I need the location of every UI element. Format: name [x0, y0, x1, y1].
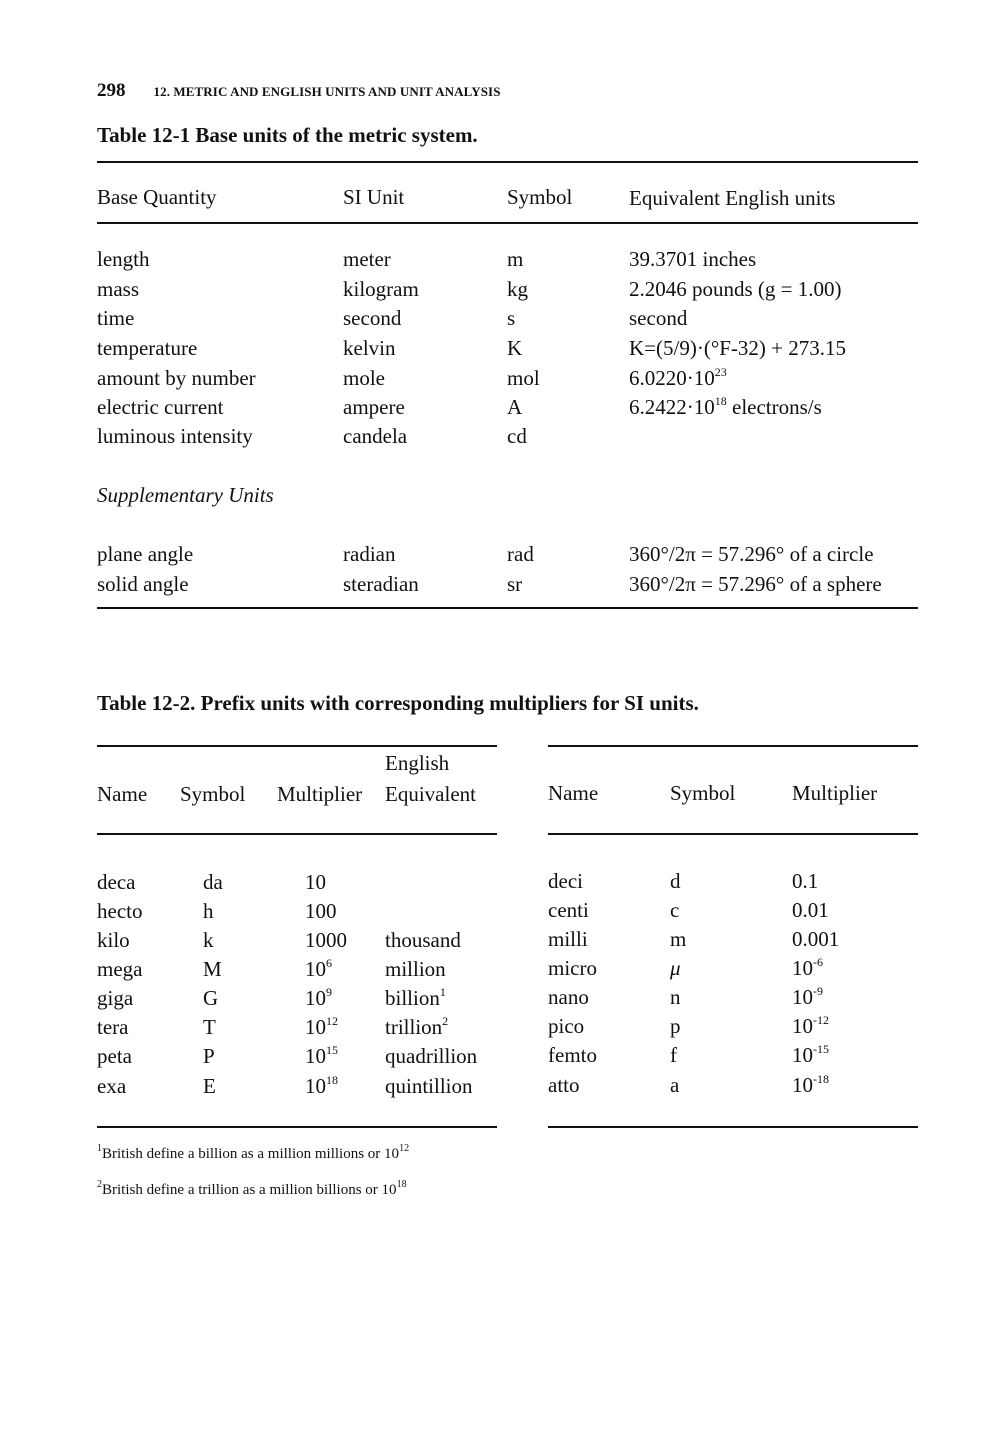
table2-right-cell-name: deci: [548, 869, 583, 893]
table2-right-cell-symbol: p: [670, 1014, 681, 1038]
table2-left-cell-english: thousand: [385, 928, 461, 952]
table1-cell-quantity: solid angle: [97, 572, 189, 596]
table2-left-cell-english: trillion$^2$: [385, 1014, 449, 1039]
table2-left-cell-symbol: k: [203, 928, 214, 952]
table1-cell-quantity: amount by number: [97, 366, 256, 390]
table1-header-unit: SI Unit: [343, 185, 405, 209]
table2-right-cell-multiplier: 0.1: [792, 869, 819, 893]
table1-cell-equivalent: $6.2422\cdot 10^{18}$ electrons/s: [629, 394, 822, 419]
table1-cell-symbol: cd: [507, 424, 527, 448]
table2-right-top-rule: [548, 745, 918, 747]
table1-cell-quantity: temperature: [97, 336, 198, 360]
table1-top-rule: [97, 161, 918, 163]
table1-cell-unit: kelvin: [343, 336, 396, 360]
page-header: [97, 80, 501, 102]
table2-right-cell-symbol: n: [670, 985, 681, 1009]
table2-left-cell-multiplier: $10^{18}$: [305, 1073, 338, 1098]
table2-right-header-multiplier: Multiplier: [792, 781, 878, 805]
table1-cell-equivalent: second: [629, 306, 688, 330]
table2-right-cell-symbol: c: [670, 898, 680, 922]
table1-cell-quantity: plane angle: [97, 542, 194, 566]
table2-left-cell-multiplier: $10^{15}$: [305, 1043, 338, 1068]
table2-left-top-rule: [97, 745, 497, 747]
table1-cell-equivalent: 360°/2π = 57.296° of a sphere: [629, 572, 882, 596]
table1-cell-unit: steradian: [343, 572, 419, 596]
table1-header-rule: [97, 222, 918, 224]
footnote-billion: $^1$British define a billion as a million millions or $10^{12}$: [97, 1143, 410, 1162]
table1-cell-equivalent: 39.3701 inches: [629, 247, 757, 271]
table2-left-cell-symbol: P: [203, 1044, 215, 1068]
table2-left-cell-name: peta: [97, 1044, 132, 1068]
table2-left-cell-multiplier: $10^9$: [305, 985, 332, 1010]
table2-left-cell-name: deca: [97, 870, 136, 894]
table2-right-cell-name: atto: [548, 1073, 580, 1097]
table1-cell-unit: radian: [343, 542, 396, 566]
table2-right-cell-name: milli: [548, 927, 588, 951]
table1-cell-equivalent: $6.0220\cdot 10^{23}$: [629, 365, 727, 390]
table1-cell-equivalent: 2.2046 pounds (g = 1.00): [629, 277, 842, 301]
table1-cell-symbol: rad: [507, 542, 534, 566]
table2-right-cell-symbol: μ: [670, 956, 681, 980]
table2-right-cell-name: nano: [548, 985, 589, 1009]
table2-left-cell-english: quadrillion: [385, 1044, 478, 1068]
table2-left-cell-symbol: T: [203, 1015, 216, 1039]
table1-cell-symbol: kg: [507, 277, 528, 301]
table1-cell-quantity: luminous intensity: [97, 424, 253, 448]
table2-left-cell-symbol: h: [203, 899, 214, 923]
table1-cell-quantity: length: [97, 247, 150, 271]
table2-left-header-rule: [97, 833, 497, 835]
table2-left-cell-english: million: [385, 957, 446, 981]
table1-cell-unit: mole: [343, 366, 385, 390]
table2-right-bottom-rule: [548, 1126, 918, 1128]
table1-cell-symbol: mol: [507, 366, 540, 390]
table2-left-cell-multiplier: 10: [305, 870, 326, 894]
table1-cell-unit: kilogram: [343, 277, 419, 301]
table2-left-cell-name: giga: [97, 986, 134, 1010]
page-number: 298: [97, 80, 126, 101]
table2-right-cell-symbol: m: [670, 927, 687, 951]
table2-caption: Table 12-2. Prefix units with corresponding multipliers for SI units.: [97, 691, 699, 715]
table1-cell-quantity: time: [97, 306, 135, 330]
table1-cell-unit: second: [343, 306, 402, 330]
table2-left-header-multiplier: Multiplier: [277, 782, 363, 806]
table2-left-cell-name: exa: [97, 1074, 127, 1098]
table1-cell-symbol: K: [507, 336, 523, 360]
footnote-trillion: $^2$British define a trillion as a million billions or $10^{18}$: [97, 1179, 407, 1198]
table2-left-cell-name: tera: [97, 1015, 129, 1039]
table1-cell-quantity: mass: [97, 277, 139, 301]
table2-right-cell-symbol: d: [670, 869, 681, 893]
table2-left-bottom-rule: [97, 1126, 497, 1128]
table2-right-cell-multiplier: 0.01: [792, 898, 829, 922]
table2-right-cell-name: centi: [548, 898, 589, 922]
table2-right-cell-multiplier: $10^{-15}$: [792, 1042, 829, 1067]
table2-right-cell-multiplier: $10^{-9}$: [792, 984, 823, 1009]
running-title: 12. METRIC AND ENGLISH UNITS AND UNIT ANALYSIS: [153, 84, 501, 99]
table2-right-header-name: Name: [548, 781, 599, 805]
table2-right-cell-multiplier: $10^{-18}$: [792, 1072, 829, 1097]
table1-cell-symbol: A: [507, 395, 523, 419]
table2-left-cell-multiplier: 100: [305, 899, 337, 923]
table2-left-cell-name: kilo: [97, 928, 130, 952]
table2-left-cell-multiplier: $10^6$: [305, 956, 332, 981]
table2-right-cell-symbol: f: [670, 1043, 677, 1067]
table2-left-header-english-line1: English: [385, 751, 450, 775]
table1-cell-unit: ampere: [343, 395, 405, 419]
table1-cell-unit: meter: [343, 247, 391, 271]
table2-left-cell-symbol: da: [203, 870, 223, 894]
table1-header-symbol: Symbol: [507, 185, 573, 209]
table2-left-cell-multiplier: 1000: [305, 928, 347, 952]
table2-right-cell-name: pico: [548, 1014, 585, 1038]
table1-header-quantity: Base Quantity: [97, 185, 217, 209]
table2-right-cell-symbol: a: [670, 1073, 680, 1097]
table2-left-header-english-line2: Equivalent: [385, 782, 476, 806]
table2-right-cell-name: femto: [548, 1043, 597, 1067]
table2-right-header-rule: [548, 833, 918, 835]
table1-caption: Table 12-1 Base units of the metric system.: [97, 123, 478, 147]
table2-left-cell-name: hecto: [97, 899, 143, 923]
table2-left-cell-symbol: M: [203, 957, 222, 981]
table1-cell-equivalent: K=(5/9)·(°F-32) + 273.15: [629, 336, 846, 360]
table2-left-cell-symbol: G: [203, 986, 219, 1010]
supplementary-heading: Supplementary Units: [97, 483, 274, 507]
table1-bottom-rule: [97, 607, 918, 609]
table1-cell-symbol: m: [507, 247, 524, 271]
table1-cell-symbol: s: [507, 306, 516, 330]
table2-right-cell-multiplier: $10^{-12}$: [792, 1013, 829, 1038]
table2-right-cell-name: micro: [548, 956, 597, 980]
table2-left-cell-symbol: E: [203, 1074, 216, 1098]
table2-left-cell-english: billion$^1$: [385, 985, 446, 1010]
table2-left-cell-name: mega: [97, 957, 143, 981]
table1-cell-equivalent: 360°/2π = 57.296° of a circle: [629, 542, 874, 566]
table2-left-cell-multiplier: $10^{12}$: [305, 1014, 338, 1039]
table1-header-equivalent: Equivalent English units: [629, 186, 836, 210]
table2-left-header-symbol: Symbol: [180, 782, 246, 806]
table2-right-cell-multiplier: $10^{-6}$: [792, 955, 823, 980]
table1-cell-symbol: sr: [507, 572, 523, 596]
table1-cell-quantity: electric current: [97, 395, 224, 419]
table2-right-cell-multiplier: 0.001: [792, 927, 840, 951]
table2-right-header-symbol: Symbol: [670, 781, 736, 805]
table2-left-cell-english: quintillion: [385, 1074, 473, 1098]
table2-left-header-name: Name: [97, 782, 148, 806]
table1-cell-unit: candela: [343, 424, 408, 448]
